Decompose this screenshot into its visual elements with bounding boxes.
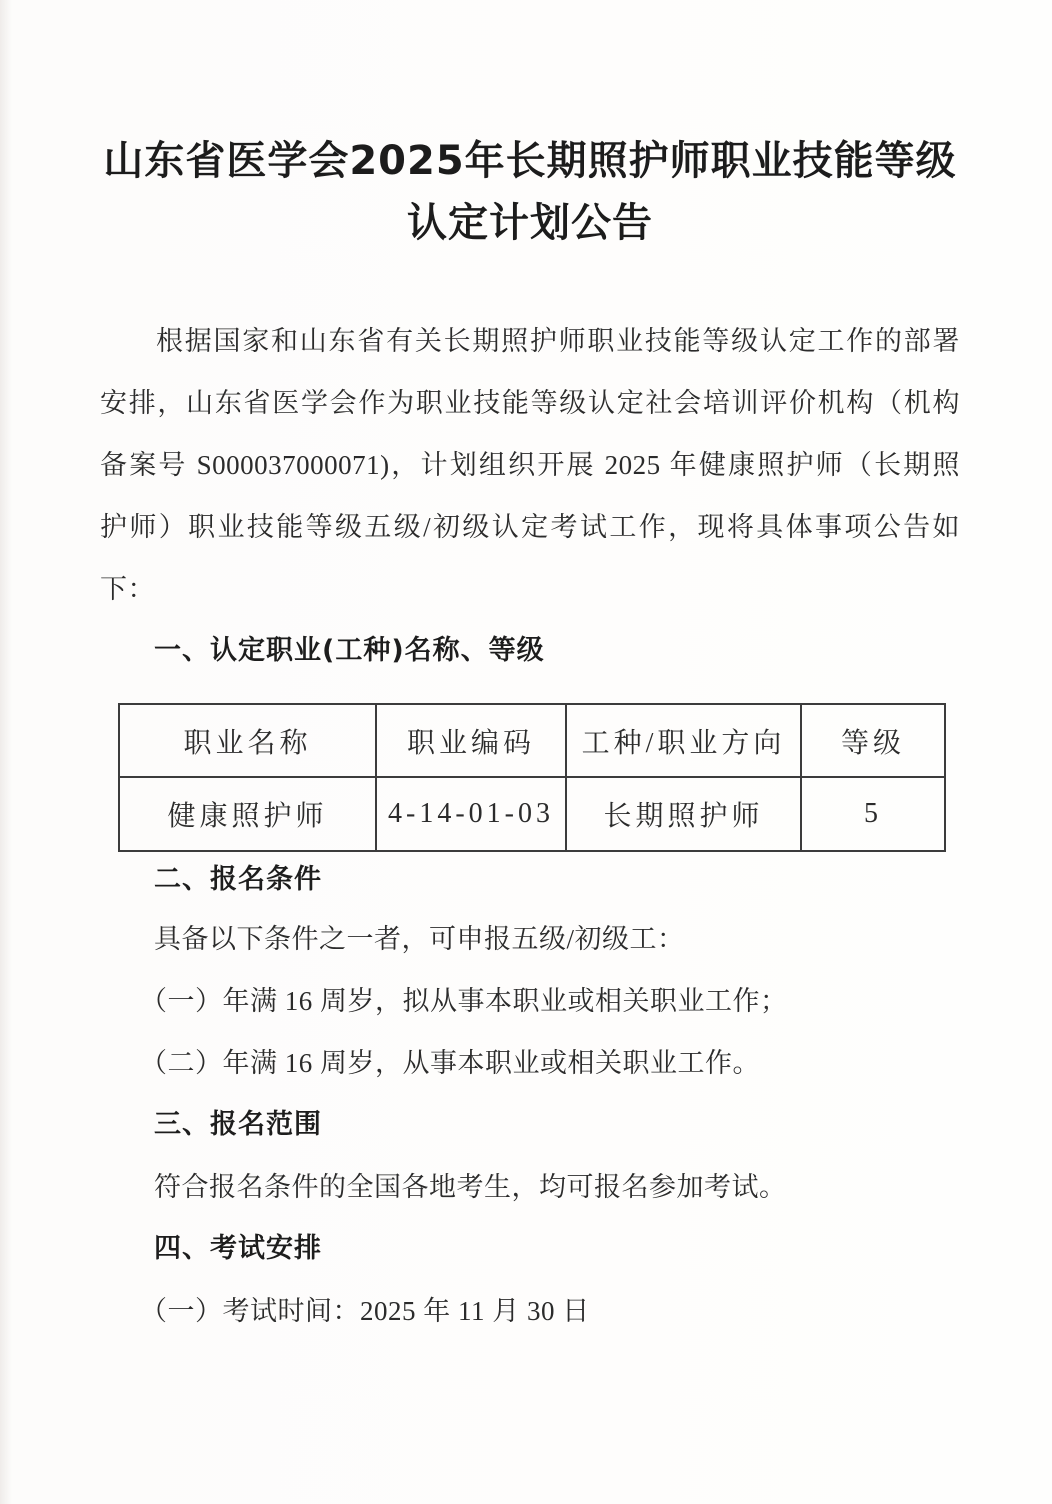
intro-paragraph [100, 310, 960, 620]
cell-occupation-name: 健康照护师 [119, 777, 376, 851]
table-row [119, 777, 945, 851]
section-2-item-2: （二）年满 16 周岁，从事本职业或相关职业工作。 [140, 1048, 760, 1078]
section-3-body: 符合报名条件的全国各地考生，均可报名参加考试。 [154, 1172, 787, 1202]
cell-work-direction: 长期照护师 [566, 777, 801, 851]
col-header-level: 等级 [801, 704, 945, 777]
certification-table [118, 703, 946, 852]
intro-line: 下： [100, 574, 155, 604]
intro-line: 根据国家和山东省有关长期照护师职业技能等级认定工作的部署 [156, 326, 960, 356]
page-title-line-2: 认定计划公告 [407, 200, 653, 246]
table-header-row [119, 704, 945, 777]
page-title [100, 130, 960, 254]
cell-occupation-code: 4-14-01-03 [376, 777, 566, 851]
col-header-work-direction: 工种/职业方向 [566, 704, 801, 777]
cell-level: 5 [801, 777, 945, 851]
page-title-line-1: 山东省医学会2025年长期照护师职业技能等级 [103, 138, 957, 184]
section-2-intro: 具备以下条件之一者，可申报五级/初级工： [154, 924, 685, 954]
section-2-heading: 二、报名条件 [154, 864, 322, 895]
section-3-heading: 三、报名范围 [154, 1109, 322, 1140]
intro-line: 安排，山东省医学会作为职业技能等级认定社会培训评价机构（机构 [100, 388, 960, 418]
section-4-heading: 四、考试安排 [154, 1233, 322, 1264]
section-4-item-1: （一）考试时间：2025 年 11 月 30 日 [140, 1296, 590, 1326]
col-header-occupation-code: 职业编码 [376, 704, 566, 777]
section-2-item-1: （一）年满 16 周岁，拟从事本职业或相关职业工作； [140, 986, 788, 1016]
intro-line: 护师）职业技能等级五级/初级认定考试工作，现将具体事项公告如 [100, 512, 960, 542]
intro-line: 备案号 S000037000071)，计划组织开展 2025 年健康照护师（长期照 [100, 450, 960, 480]
section-1-heading: 一、认定职业(工种)名称、等级 [154, 635, 545, 666]
col-header-occupation-name: 职业名称 [119, 704, 376, 777]
